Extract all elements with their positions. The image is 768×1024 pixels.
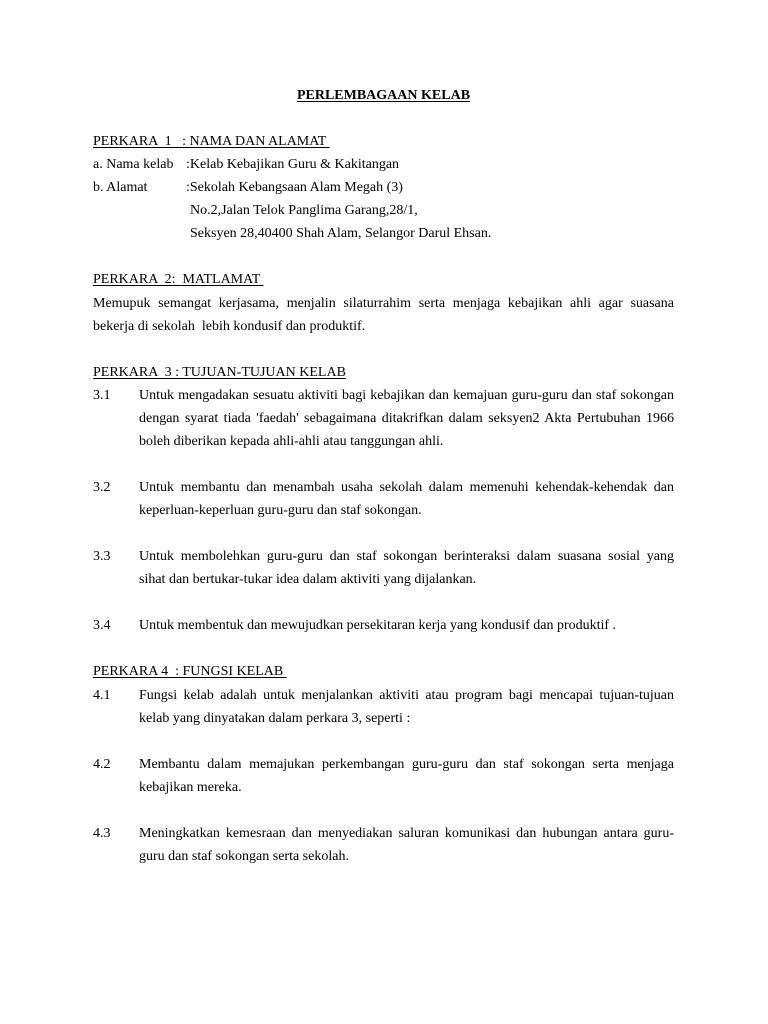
item-number: 3.2: [93, 480, 111, 495]
list-item: [93, 684, 674, 730]
section-fungsi-kelab: [93, 660, 674, 868]
paragraph-line: Memupuk semangat kerjasama, menjalin silaturrahim serta menjaga kebajikan ahli agar suasana: [93, 295, 674, 311]
paragraph-line: bekerja di sekolah lebih kondusif dan produktif.: [93, 318, 366, 334]
item-text: [139, 614, 674, 637]
field-separator: :: [186, 180, 190, 196]
item-text: [139, 822, 674, 868]
item-line: Untuk membentuk dan mewujudkan persekitaran kerja yang kondusif dan produktif .: [139, 618, 617, 634]
item-text: [139, 476, 674, 522]
item-line: dengan syarat tiada 'faedah' sebagaimana ditakrifkan dalam seksyen2 Akta Pertubuhan 1966: [139, 410, 674, 426]
section-heading: PERKARA 2: MATLAMAT: [93, 272, 264, 288]
address-line: No.2,Jalan Telok Panglima Garang,28/1,: [190, 203, 418, 219]
address-line: Seksyen 28,40400 Shah Alam, Selangor Darul Ehsan.: [190, 226, 492, 242]
item-line: boleh diberikan kepada ahli-ahli atau tanggungan ahli.: [139, 433, 444, 449]
item-text: [139, 684, 674, 730]
field-label: a. Nama kelab: [93, 157, 174, 173]
section-nama-dan-alamat: [93, 130, 674, 245]
item-line: guru dan staf sokongan serta sekolah.: [139, 848, 349, 864]
item-line: keperluan-keperluan guru-guru dan staf sokongan.: [139, 503, 422, 519]
item-number: 4.3: [93, 825, 111, 841]
item-number: 4.2: [93, 756, 111, 772]
item-line: Untuk membolehkan guru-guru dan staf sokongan berinteraksi dalam suasana sosial yang: [139, 549, 674, 565]
item-number: 4.1: [93, 687, 111, 703]
list-item: [93, 384, 674, 453]
item-number: 3.1: [93, 387, 111, 403]
title-line: [93, 84, 674, 107]
list-item: [93, 545, 674, 591]
item-line: Membantu dalam memajukan perkembangan guru-guru dan staf sokongan serta menjaga: [139, 756, 674, 772]
section-matlamat: [93, 268, 674, 337]
item-text: [139, 753, 674, 799]
item-line: Untuk mengadakan sesuatu aktiviti bagi kebajikan dan kemajuan guru-guru dan staf sokongan: [139, 387, 674, 403]
field-value: Sekolah Kebangsaan Alam Megah (3): [189, 180, 403, 196]
section-heading: PERKARA 1 : NAMA DAN ALAMAT: [93, 134, 330, 150]
field-nama-kelab: [93, 153, 674, 176]
item-text: [139, 384, 674, 453]
field-label: b. Alamat: [93, 180, 148, 196]
item-line: kelab yang dinyatakan dalam perkara 3, seperti :: [139, 710, 411, 726]
document-title: PERLEMBAGAAN KELAB: [296, 88, 471, 103]
item-line: kebajikan mereka.: [139, 779, 242, 795]
section-heading: PERKARA 3 : TUJUAN-TUJUAN KELAB: [93, 364, 346, 380]
item-number: 3.4: [93, 618, 111, 634]
item-line: Meningkatkan kemesraan dan menyediakan saluran komunikasi dan hubungan antara guru-: [139, 825, 674, 841]
list-item: [93, 753, 674, 799]
item-text: [139, 545, 674, 591]
list-item: [93, 614, 674, 637]
section-heading: PERKARA 4 : FUNGSI KELAB: [93, 664, 287, 680]
field-separator: :: [186, 157, 190, 173]
section-tujuan-kelab: [93, 361, 674, 638]
field-alamat: [93, 176, 674, 199]
list-item: [93, 476, 674, 522]
list-item: [93, 822, 674, 868]
item-number: 3.3: [93, 549, 111, 565]
item-line: sihat dan bertukar-tukar idea dalam aktiviti yang dijalankan.: [139, 572, 477, 588]
item-line: Fungsi kelab adalah untuk menjalankan aktiviti atau program bagi mencapai tujuan-tujuan: [139, 687, 674, 703]
item-line: Untuk membantu dan menambah usaha sekolah dalam memenuhi kehendak-kehendak dan: [139, 480, 674, 495]
document-content: [93, 84, 674, 868]
field-value: Kelab Kebajikan Guru & Kakitangan: [189, 157, 400, 173]
